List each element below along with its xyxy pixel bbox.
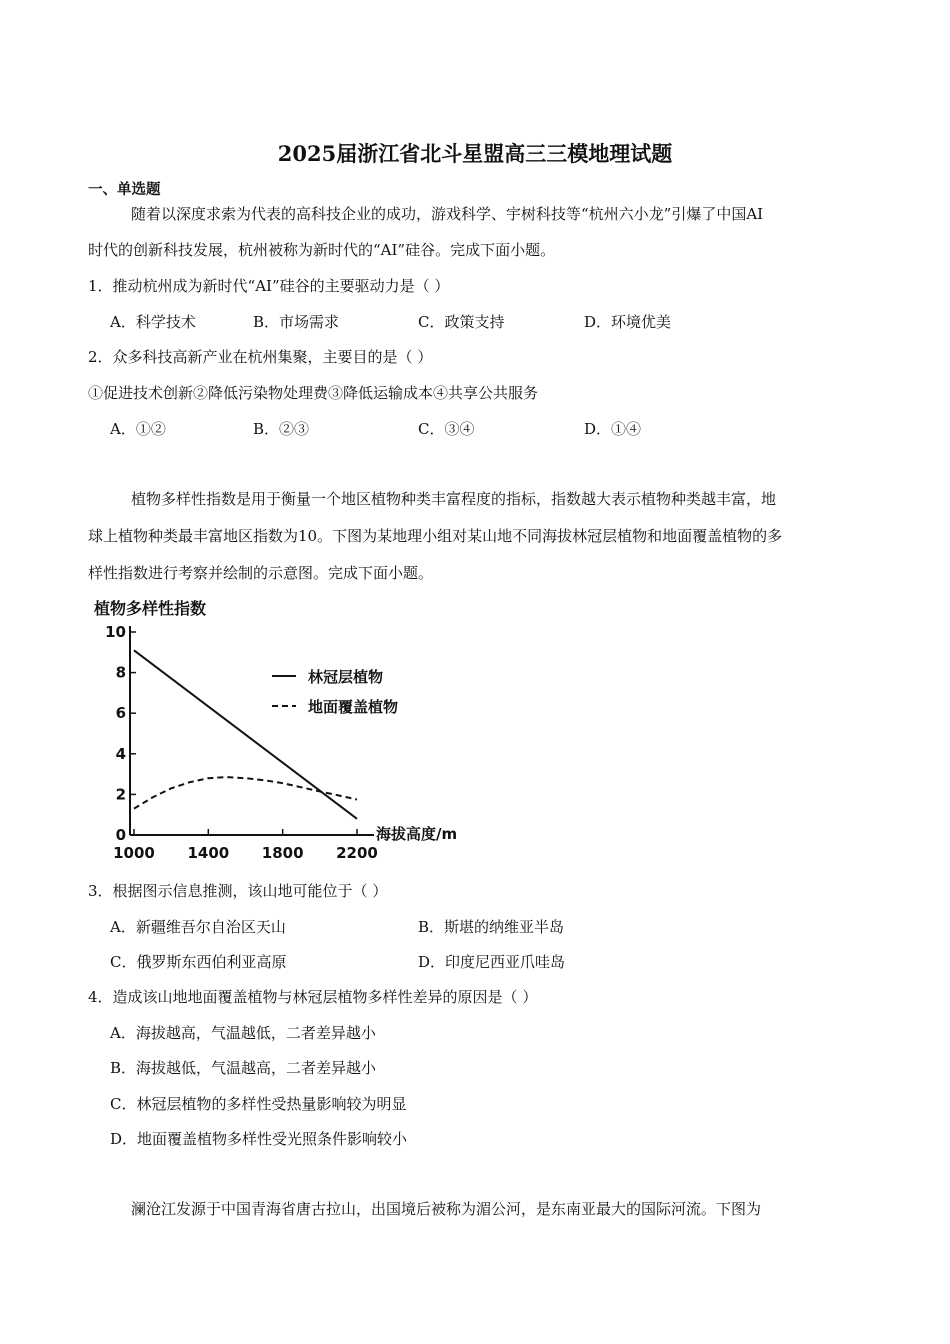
y-tick-label: 6 (115, 704, 126, 723)
question-3-stem: 3．根据图示信息推测，该山地可能位于（ ） (88, 882, 388, 900)
question-3-option-d[interactable]: D．印度尼西亚爪哇岛 (418, 953, 566, 971)
legend-ground-cover-label: 地面覆盖植物 (308, 698, 399, 716)
question-1-option-a[interactable]: A．科学技术 (110, 313, 196, 331)
passage3-line1: 澜沧江发源于中国青海省唐古拉山，出国境后被称为湄公河，是东南亚最大的国际河流。下图为 (131, 1200, 762, 1218)
x-tick-label: 1800 (261, 844, 304, 862)
passage2-line1: 植物多样性指数是用于衡量一个地区植物种类丰富程度的指标，指数越大表示植物种类越丰富，地 (131, 490, 777, 508)
y-tick-label: 8 (115, 663, 126, 682)
question-4-option-a[interactable]: A．海拔越高，气温越低，二者差异越小 (110, 1024, 376, 1042)
question-2-option-b[interactable]: B．②③ (253, 420, 310, 438)
passage1-line2: 时代的创新科技发展，杭州被称为新时代的“AI”硅谷。完成下面小题。 (88, 241, 556, 259)
chart-x-axis-label: 海拔高度/m (376, 825, 458, 843)
x-tick-label: 2200 (336, 844, 378, 862)
question-1-option-d[interactable]: D．环境优美 (584, 313, 672, 331)
question-3-option-c[interactable]: C．俄罗斯东西伯利亚高原 (110, 953, 287, 971)
question-4-stem: 4．造成该山地地面覆盖植物与林冠层植物多样性差异的原因是（ ） (88, 988, 538, 1006)
question-2-option-c[interactable]: C．③④ (418, 420, 475, 438)
question-2-items: ①促进技术创新②降低污染物处理费③降低运输成本④共享公共服务 (88, 384, 539, 402)
y-tick-label: 0 (115, 826, 126, 844)
question-2-option-a[interactable]: A．①② (110, 420, 166, 438)
chart-svg (92, 596, 492, 868)
chart-y-axis-label: 植物多样性指数 (94, 599, 207, 618)
page-title: 2025届浙江省北斗星盟高三三模地理试题 (277, 141, 673, 166)
question-3-option-a[interactable]: A．新疆维吾尔自治区天山 (110, 918, 286, 936)
y-tick-label: 4 (115, 744, 126, 763)
passage1-line1: 随着以深度求索为代表的高科技企业的成功，游戏科学、宇树科技等“杭州六小龙”引爆了中国AI (131, 205, 764, 223)
question-4-option-b[interactable]: B．海拔越低，气温越高，二者差异越小 (110, 1059, 377, 1077)
question-3-option-b[interactable]: B．斯堪的纳维亚半岛 (418, 918, 565, 936)
x-tick-label: 1000 (113, 844, 155, 862)
x-tick-label: 1400 (187, 844, 230, 862)
question-2-option-d[interactable]: D．①④ (584, 420, 642, 438)
diversity-chart (92, 596, 492, 868)
question-4-option-c[interactable]: C．林冠层植物的多样性受热量影响较为明显 (110, 1095, 407, 1113)
passage2-line2: 球上植物种类最丰富地区指数为10。下图为某地理小组对某山地不同海拔林冠层植物和地面覆盖植物的多 (88, 527, 783, 545)
question-1-option-b[interactable]: B．市场需求 (253, 313, 340, 331)
section-heading: 一、单选题 (88, 181, 161, 198)
legend-canopy-label: 林冠层植物 (308, 668, 384, 686)
question-2-stem: 2．众多科技高新产业在杭州集聚，主要目的是（ ） (88, 348, 433, 366)
question-1-option-c[interactable]: C．政策支持 (418, 313, 505, 331)
question-4-option-d[interactable]: D．地面覆盖植物多样性受光照条件影响较小 (110, 1130, 408, 1148)
y-tick-label: 2 (115, 785, 126, 804)
question-1-stem: 1．推动杭州成为新时代“AI”硅谷的主要驱动力是（ ） (88, 277, 450, 295)
passage2-line3: 样性指数进行考察并绘制的示意图。完成下面小题。 (88, 564, 434, 582)
y-tick-label: 10 (105, 623, 126, 641)
